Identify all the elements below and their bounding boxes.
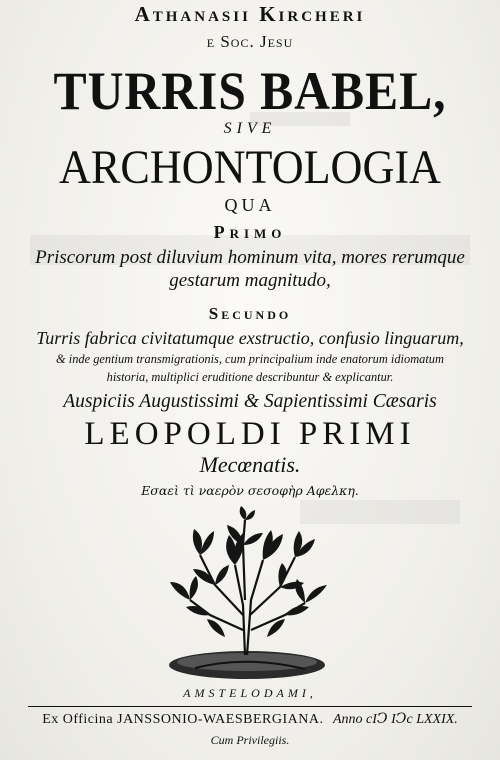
- author-line: Athanasii Kircheri: [134, 2, 366, 26]
- main-title: TURRIS BABEL,: [53, 61, 447, 121]
- auspiciis-line: Auspiciis Augustissimi & Sapientissimi Cæsaris: [63, 391, 437, 412]
- subtitle: ARCHONTOLOGIA: [59, 141, 441, 194]
- emperor-name: LEOPOLDI PRIMI: [84, 416, 416, 452]
- printer-name: Ex Officina JANSSONIO-WAESBERGIANA.: [42, 712, 324, 727]
- greek-motto: Εσαεὶ τὶ ναερὸν σεσοφὴρ Αφελκη.: [141, 483, 359, 498]
- secundo-text-line-2: & inde gentium transmigrationis, cum principalium inde enatorum idiomatum: [56, 352, 444, 366]
- primo-text-line-2: gestarum magnitudo,: [169, 270, 331, 291]
- secundo-heading: Secundo: [208, 304, 292, 323]
- society-line: e Soc. Jesu: [206, 32, 294, 51]
- imprint-line: [0, 711, 500, 728]
- maecenatis-line: Mecœnatis.: [199, 452, 301, 477]
- imprint-rule: [28, 706, 472, 707]
- primo-heading: Primo: [213, 222, 287, 242]
- privilege-line: Cum Privilegiis.: [210, 733, 290, 747]
- secundo-text-line-3: historia, multiplici eruditione describuntur & explicantur.: [106, 370, 394, 384]
- imprint-place: AMSTELODAMI,: [183, 686, 317, 700]
- sive-line: SIVE: [223, 120, 277, 137]
- secundo-text-line-1: Turris fabrica civitatumque exstructio, confusio linguarum,: [36, 328, 464, 348]
- tree-engraving-icon: [155, 505, 335, 685]
- qua-line: QUA: [224, 195, 276, 215]
- primo-text-line-1: Priscorum post diluvium hominum vita, mores rerumque: [35, 247, 465, 268]
- publication-year: Anno cIↃ IↃc LXXIX.: [332, 712, 458, 727]
